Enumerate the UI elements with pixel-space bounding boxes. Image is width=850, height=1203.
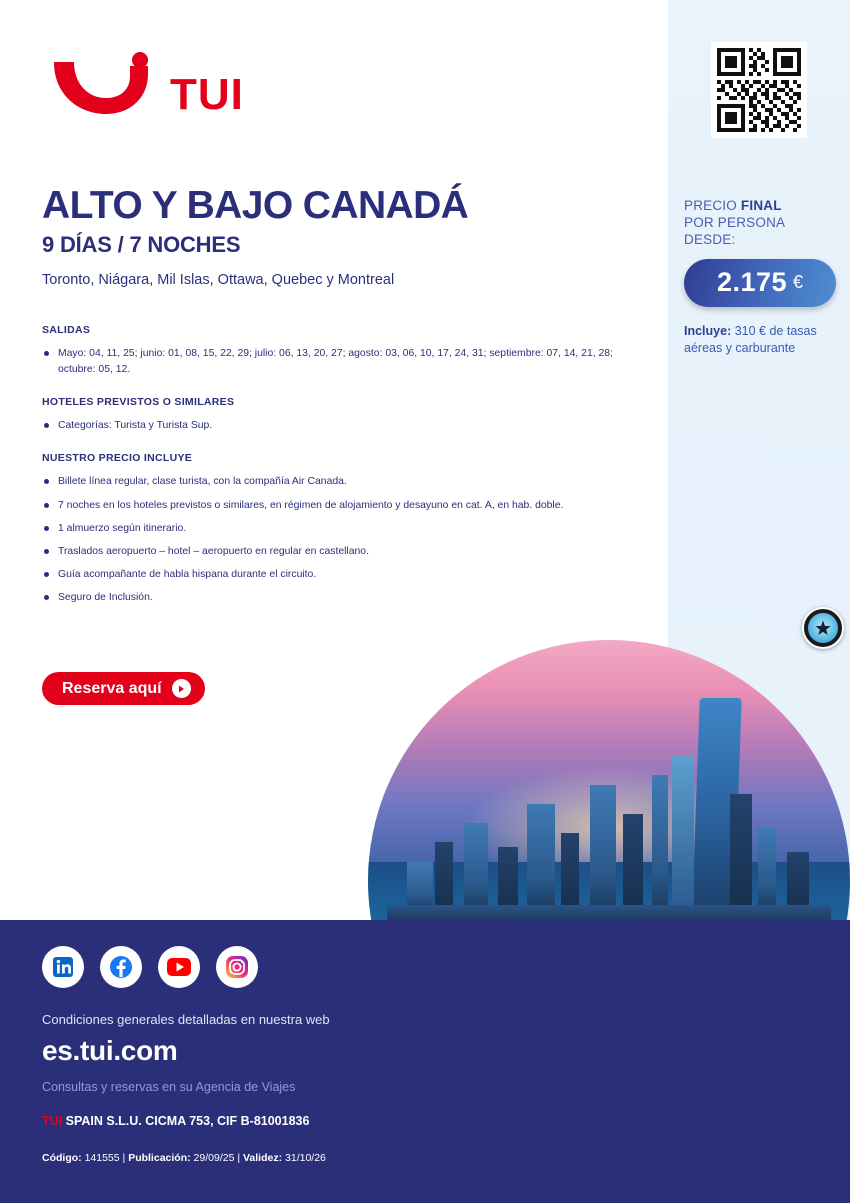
footer-legal — [42, 1114, 309, 1128]
footer — [0, 920, 850, 1203]
section-items — [42, 418, 632, 434]
section-items — [42, 346, 632, 378]
list-item: Categorías: Turista y Turista Sup. — [42, 418, 632, 434]
section-precio-incluye — [42, 452, 632, 606]
play-circle-icon — [172, 679, 191, 698]
price-includes-text: 310 € de tasas aéreas y carburante — [684, 323, 817, 355]
social-links — [42, 946, 258, 988]
footer-website[interactable]: es.tui.com — [42, 1035, 178, 1066]
section-salidas — [42, 324, 632, 378]
list-item: Traslados aeropuerto – hotel – aeropuerto en regular en castellano. — [42, 544, 632, 560]
reserve-button-label: Reserva aquí — [62, 679, 162, 697]
title-block — [42, 186, 642, 288]
footer-pub-label: Publicación: — [128, 1152, 191, 1164]
footer-code-label: Código: — [42, 1152, 82, 1164]
price-currency: € — [793, 272, 804, 293]
price-label-line1-strong: FINAL — [740, 198, 782, 213]
list-item: Seguro de Inclusión. — [42, 590, 632, 606]
section-heading: NUESTRO PRECIO INCLUYE — [42, 452, 193, 465]
section-heading: SALIDAS — [42, 324, 91, 336]
page-subtitle: 9 DÍAS / 7 NOCHES — [42, 231, 241, 257]
footer-agency: Consultas y reservas en su Agencia de Viajes — [42, 1080, 296, 1094]
price-badge — [684, 259, 836, 307]
section-items — [42, 474, 632, 606]
price-label-line1-prefix: PRECIO — [684, 198, 741, 213]
list-item: 1 almuerzo según itinerario. — [42, 521, 632, 537]
linkedin-icon[interactable] — [42, 946, 84, 988]
qr-code-icon[interactable] — [711, 42, 807, 138]
footer-code — [42, 1152, 326, 1164]
price-label-line2: POR PERSONA DESDE: — [684, 214, 785, 247]
price-includes — [684, 323, 839, 357]
footer-code-value: 141555 | — [81, 1152, 129, 1164]
list-item: Billete línea regular, clase turista, con la compañía Air Canada. — [42, 474, 632, 490]
star-icon — [814, 619, 832, 637]
footer-valid-label: Validez: — [242, 1152, 283, 1164]
route-text: Toronto, Niágara, Mil Islas, Ottawa, Quebec y Montreal — [42, 271, 395, 288]
list-item: Mayo: 04, 11, 25; junio: 01, 08, 15, 22, 29; julio: 06, 13, 20, 27; agosto: 03, 06, 10, 17, 24, 31; septiembre: 07, 14, 21, 28; octubre: 05, 12. — [42, 346, 632, 378]
facebook-icon[interactable] — [100, 946, 142, 988]
list-item: Guía acompañante de habla hispana durante el circuito. — [42, 567, 632, 583]
list-item: 7 noches en los hoteles previstos o similares, en régimen de alojamiento y desayuno en cat. A, en hab. doble. — [42, 498, 632, 514]
sections-list — [42, 324, 632, 624]
footer-legal-brand: TUI — [42, 1114, 63, 1128]
section-heading: HOTELES PREVISTOS O SIMILARES — [42, 396, 235, 409]
footer-legal-rest: SPAIN S.L.U. CICMA 753, CIF B-81001836 — [62, 1114, 310, 1128]
price-amount: 2.175 — [716, 267, 788, 298]
price-includes-label: Incluye: — [684, 323, 732, 338]
footer-conditions: Condiciones generales detalladas en nuestra web — [42, 1012, 330, 1027]
svg-text:TUI: TUI — [170, 70, 244, 119]
tui-logo — [44, 52, 274, 132]
star-seal-badge — [802, 607, 844, 649]
footer-valid-value: 31/10/26 — [282, 1152, 326, 1164]
price-label — [684, 198, 834, 249]
section-hoteles — [42, 396, 632, 434]
instagram-icon[interactable] — [216, 946, 258, 988]
reserve-button[interactable] — [42, 672, 205, 705]
page-title: ALTO Y BAJO CANADÁ — [42, 184, 469, 227]
youtube-icon[interactable] — [158, 946, 200, 988]
footer-pub-value: 29/09/25 | — [190, 1152, 243, 1164]
